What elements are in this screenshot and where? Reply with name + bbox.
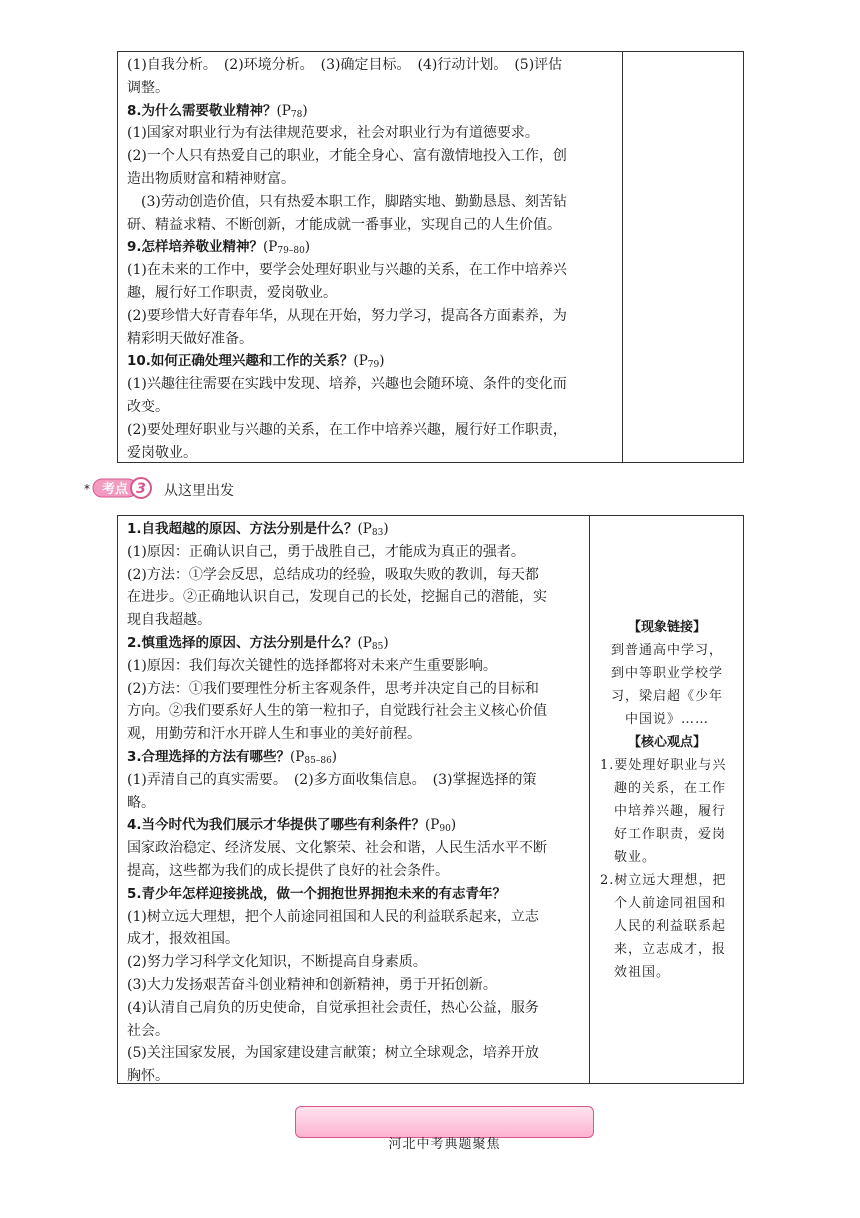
content-line: 趣，履行好工作职责，爱岗敬业。 [127, 284, 337, 301]
page-reference: $(P_{79})$ [353, 353, 385, 371]
core-viewpoint-heading: 【核心观点】 [627, 735, 706, 750]
question-heading [127, 236, 615, 259]
content-line: 调整。 [127, 79, 169, 96]
side-note-line: 人民的利益联系起 [600, 919, 727, 934]
question-text: 8.为什么需要敬业精神？ [127, 102, 277, 119]
content-line: (2)方法：①学会反思，总结成功的经验，吸取失败的教训，每天都 [127, 566, 539, 583]
content-line: 国家政治稳定、经济发展、文化繁荣、社会和谐，人民生活水平不断 [127, 840, 547, 857]
top-content-table [117, 51, 744, 463]
content-line: 在进步。②正确地认识自己，发现自己的长处，挖掘自己的潜能，实 [127, 589, 547, 606]
side-note-line: 敬业。 [600, 850, 657, 865]
content-line: (1)原因：我们每次关键性的选择都将对未来产生重要影响。 [127, 657, 497, 674]
bottom-content-table [117, 515, 744, 1084]
side-note-line: 到中等职业学校学 [610, 666, 723, 681]
phenomenon-link-heading: 【现象链接】 [627, 620, 706, 635]
side-note-line: 到普通高中学习， [610, 643, 723, 658]
question-heading [127, 100, 615, 123]
question-heading [127, 883, 582, 906]
content-line: (2)要珍惜大好青春年华，从现在开始，努力学习，提高各方面素养，为 [127, 307, 567, 324]
page-reference: $(P_{83})$ [357, 521, 389, 538]
page-reference: $(P_{79-80})$ [263, 239, 311, 257]
content-line: (1)在未来的工作中，要学会处理好职业与兴趣的关系，在工作中培养兴 [127, 262, 567, 279]
side-note-line: 1.要处理好职业与兴 [600, 758, 727, 773]
content-line: (3)大力发扬艰苦奋斗创业精神和创新精神，勇于开拓创新。 [127, 976, 497, 993]
section-title: 从这里出发 [164, 483, 234, 499]
content-line: 提高，这些都为我们的成长提供了良好的社会条件。 [127, 862, 449, 879]
footer-title: 河北中考典题聚焦 [388, 1137, 501, 1152]
content-line: 略。 [127, 794, 155, 811]
page-reference: $(P_{78})$ [276, 102, 308, 120]
content-line: (5)关注国家发展，为国家建设建言献策；树立全球观念，培养开放 [127, 1045, 539, 1062]
content-line: (1)原因：正确认识自己，勇于战胜自己，才能成为真正的强者。 [127, 543, 525, 560]
question-text: 5.青少年怎样迎接挑战，做一个拥抱世界拥抱未来的有志青年？ [127, 885, 507, 902]
side-note-line: 效祖国。 [600, 965, 671, 980]
bottom-content-column [118, 516, 590, 1090]
section-star: * [84, 482, 90, 496]
content-line: (1)树立远大理想，把个人前途同祖国和人民的利益联系起来，立志 [127, 908, 539, 925]
kaodian-badge-icon [92, 477, 152, 499]
content-line: 胸怀。 [127, 1068, 169, 1085]
question-heading [127, 746, 582, 769]
side-note-line: 2.树立远大理想，把 [600, 873, 727, 888]
badge-label: 考点 [101, 482, 129, 497]
content-line: 爱岗敬业。 [127, 444, 197, 461]
side-note-line: 中国说》…… [624, 712, 709, 727]
badge-number: 3 [136, 481, 146, 497]
content-line: 观，用勤劳和汗水开辟人生和事业的美好前程。 [127, 726, 421, 743]
question-heading [127, 350, 615, 373]
content-line: 方向。②我们要系好人生的第一粒扣子，自觉践行社会主义核心价值 [127, 703, 547, 720]
content-line: (1)弄清自己的真实需要。 (2)多方面收集信息。 (3)掌握选择的策 [127, 771, 537, 788]
content-line: 精彩明天做好准备。 [127, 330, 253, 347]
side-note-line: 趣的关系，在工作 [600, 781, 727, 796]
side-note-line: 好工作职责，爱岗 [600, 827, 727, 842]
content-line: 造出物质财富和精神财富。 [127, 170, 295, 187]
content-line: (2)努力学习科学文化知识，不断提高自身素质。 [127, 954, 427, 971]
content-line: (1)自我分析。 (2)环境分析。 (3)确定目标。 (4)行动计划。 (5)评估 [127, 57, 563, 73]
content-line: (2)一个人只有热爱自己的职业，才能全身心、富有激情地投入工作，创 [127, 148, 567, 165]
question-heading [127, 518, 582, 541]
content-line: (1)兴趣往往需要在实践中发现、培养，兴趣也会随环境、条件的变化而 [127, 376, 567, 393]
content-line: 社会。 [127, 1022, 169, 1039]
content-line: (2)方法：①我们要理性分析主客观条件，思考并决定自己的目标和 [127, 680, 539, 697]
question-heading [127, 632, 582, 655]
question-text: 1.自我超越的原因、方法分别是什么？ [127, 521, 358, 537]
top-content-column [118, 52, 623, 466]
question-text: 9.怎样培养敬业精神？ [127, 239, 264, 256]
content-line: 现自我超越。 [127, 612, 211, 629]
content-line: 成才，报效祖国。 [127, 931, 239, 948]
column-divider [622, 52, 623, 462]
side-notes [596, 616, 738, 984]
content-line: (1)国家对职业行为有法律规范要求，社会对职业行为有道德要求。 [127, 125, 539, 142]
question-text: 10.如何正确处理兴趣和工作的关系？ [127, 353, 354, 370]
content-line: (4)认清自己肩负的历史使命，自觉承担社会责任，热心公益，服务 [127, 999, 539, 1016]
page-reference: $(P_{85-86})$ [290, 748, 338, 766]
page-reference: $(P_{90})$ [425, 817, 457, 835]
content-line: (2)要处理好职业与兴趣的关系，在工作中培养兴趣，履行好工作职责， [127, 421, 567, 438]
question-text: 2.慎重选择的原因、方法分别是什么？ [127, 634, 358, 651]
question-text: 4.当今时代为我们展示才华提供了哪些有利条件？ [127, 817, 426, 834]
page-reference: $(P_{85})$ [357, 634, 389, 652]
side-note-line: 个人前途同祖国和 [600, 896, 727, 911]
column-divider [589, 516, 590, 1083]
question-text: 3.合理选择的方法有哪些？ [127, 748, 291, 765]
question-heading [127, 814, 582, 837]
side-note-line: 来，立志成才，报 [600, 942, 727, 957]
content-line: 研、精益求精、不断创新，才能成就一番事业，实现自己的人生价值。 [127, 216, 561, 233]
content-line: 改变。 [127, 398, 169, 415]
side-note-line: 习，梁启超《少年 [610, 689, 723, 704]
content-line: (3)劳动创造价值，只有热爱本职工作，脚踏实地、勤勤恳恳、刻苦钻 [141, 193, 567, 210]
side-note-line: 中培养兴趣，履行 [600, 804, 727, 819]
